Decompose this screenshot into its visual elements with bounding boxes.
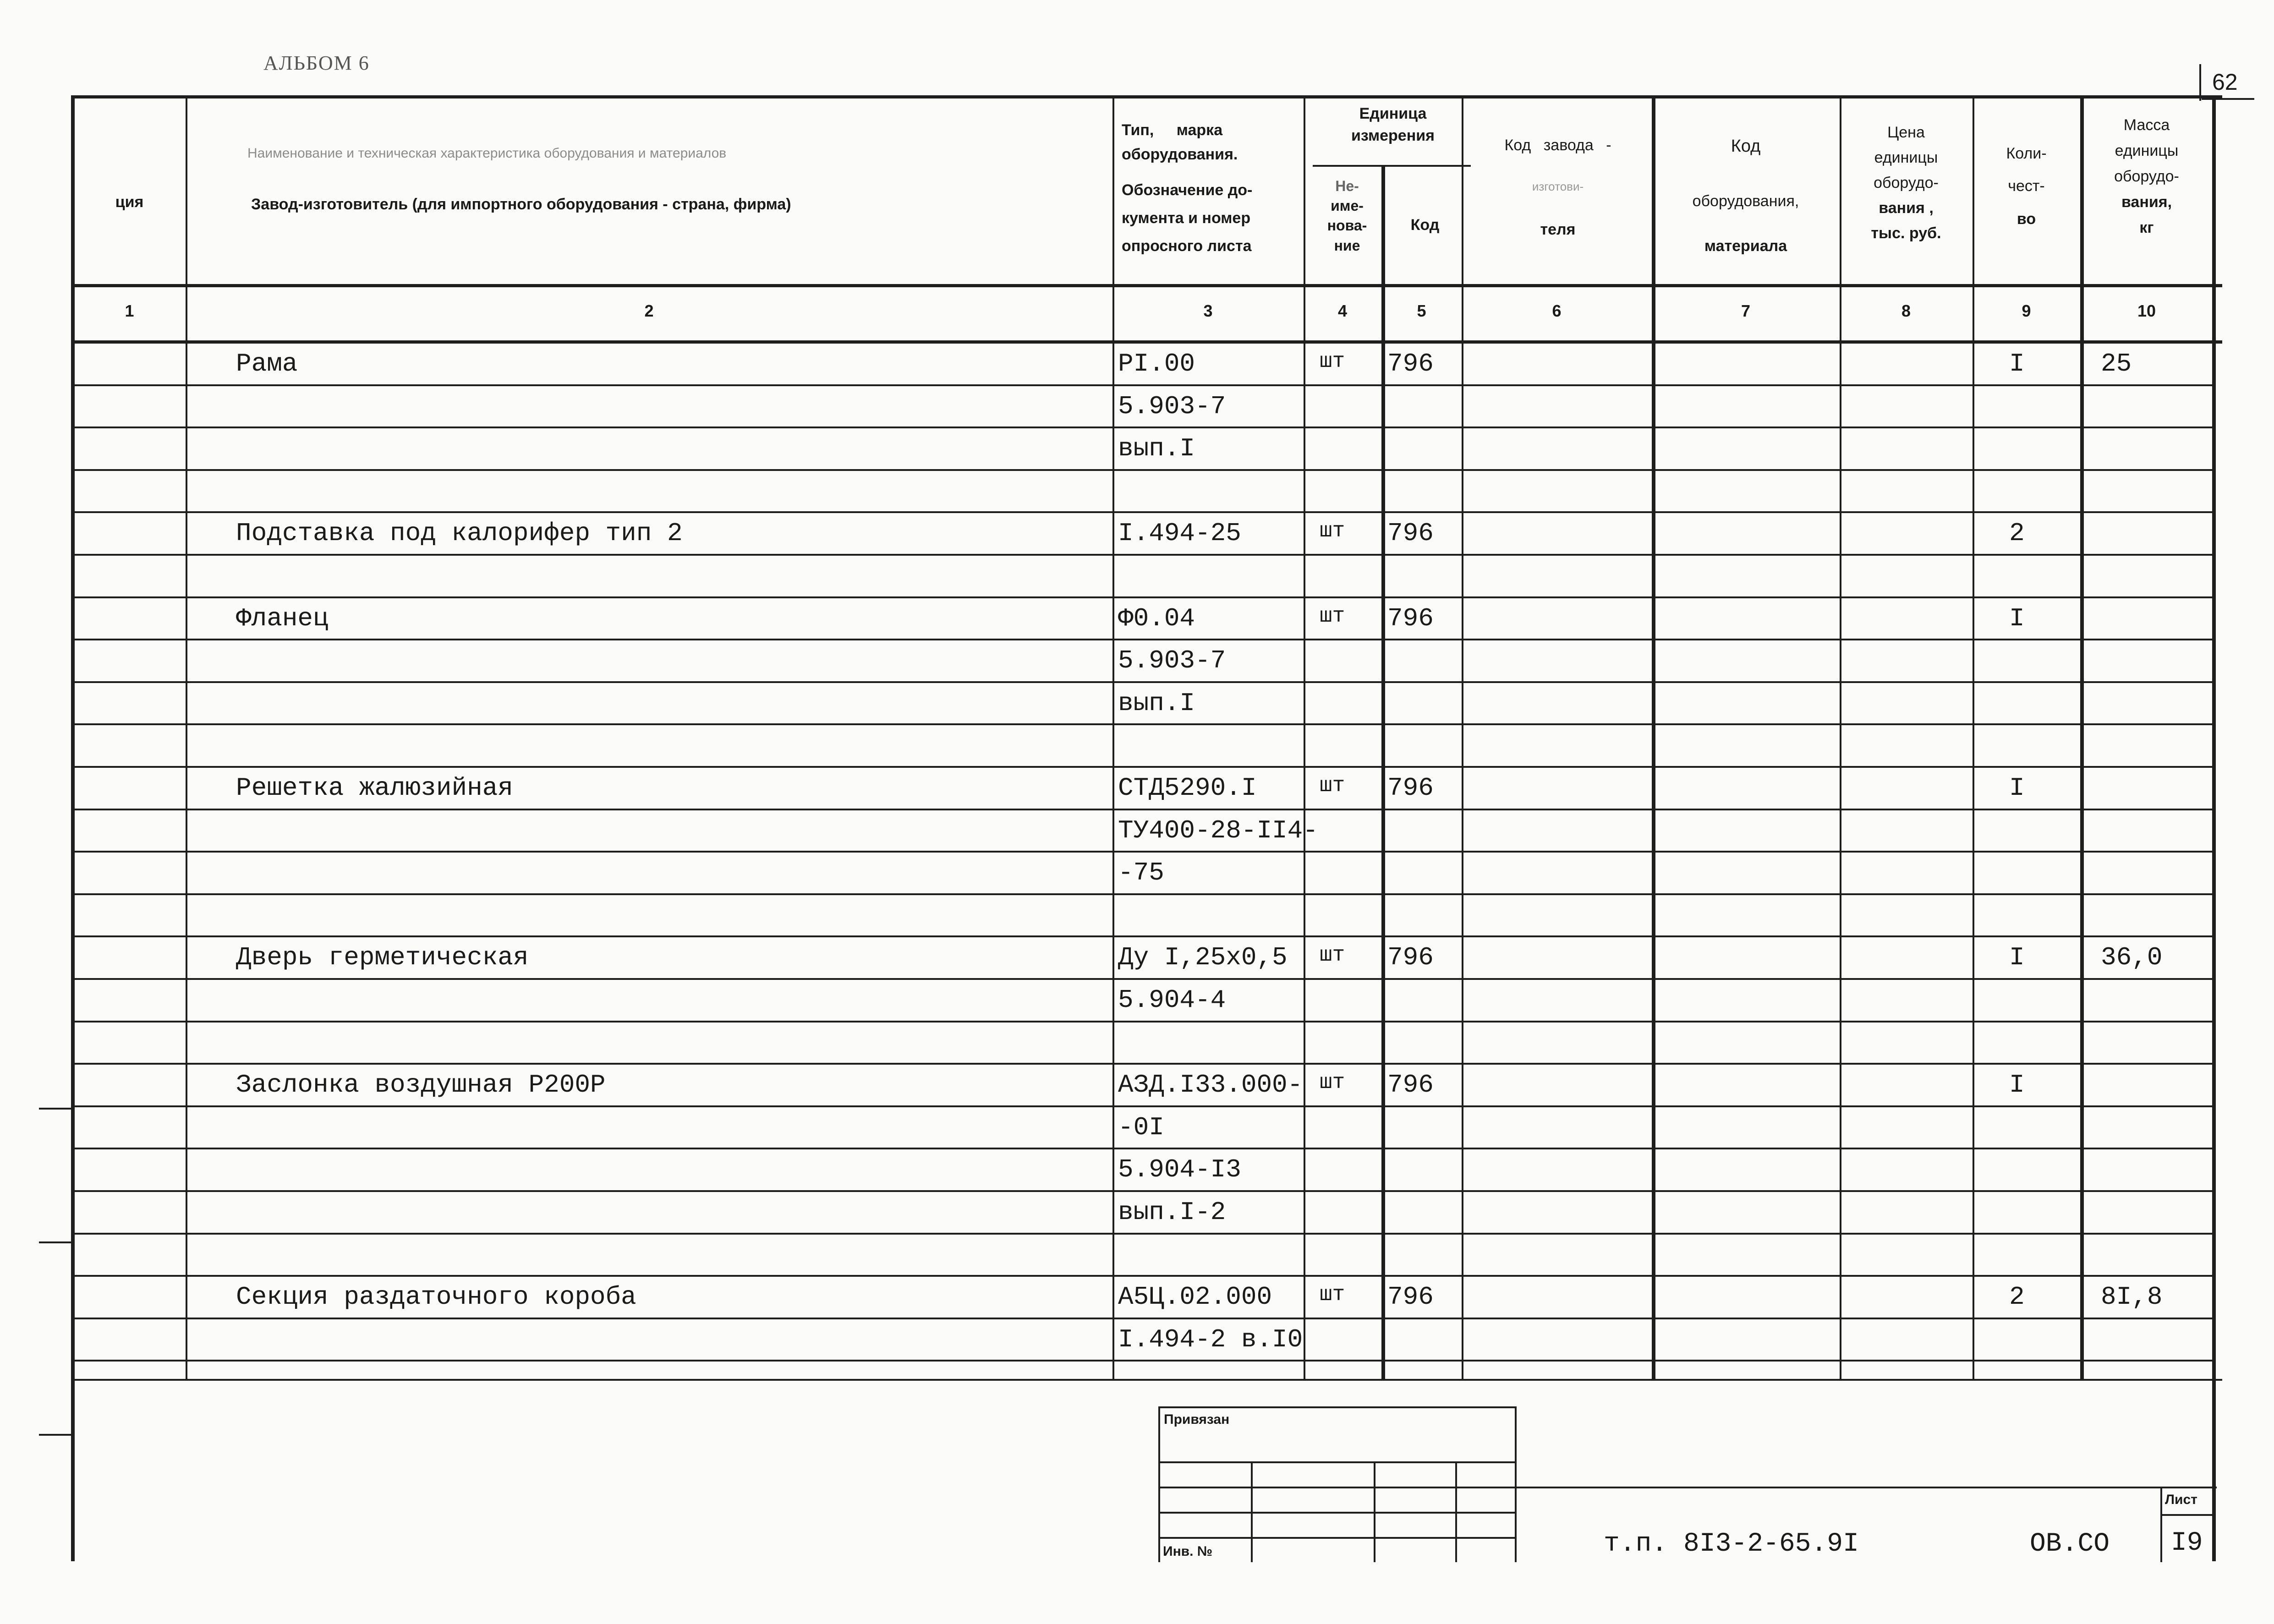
stamp-line [1158,1537,1516,1539]
header-bottom-border [73,284,2222,287]
row-divider [73,809,2213,810]
column-divider [186,95,187,1379]
stamp-line [1158,1512,1516,1514]
column-number: 10 [2137,301,2156,320]
header-col8 [1840,120,1973,246]
item-code: 796 [1387,349,1434,378]
item-type: вып.I [1118,434,1195,464]
item-name: Дверь герметическая [236,943,529,973]
header-col8-line: Цена [1887,124,1925,141]
header-col7 [1654,137,1837,254]
item-unit: шт [1320,1283,1345,1307]
page-number: 62 [2212,69,2238,95]
header-col4-line: ние [1334,237,1360,254]
header-col8-line: тыс. руб. [1871,224,1941,242]
item-type: ТУ400-28-II4- [1118,815,1318,845]
item-type: 5.903-7 [1118,391,1226,421]
column-number: 5 [1417,301,1426,320]
item-quantity: I [2009,773,2025,803]
item-name: Подставка под калорифер тип 2 [236,519,683,548]
item-type: PI.00 [1118,349,1195,378]
row-divider [73,681,2213,683]
header-col9-line: чест- [2008,177,2045,195]
column-number: 4 [1337,301,1348,320]
row-divider [73,1063,2213,1065]
row-divider [73,978,2213,980]
item-type: -0I [1118,1112,1164,1142]
item-name: Рама [236,349,298,378]
item-code: 796 [1387,1070,1434,1100]
section-code: ОВ.СО [2030,1529,2110,1559]
margin-tick [39,1108,71,1110]
header-col6-line: изготови- [1532,180,1584,193]
row-divider [73,1275,2213,1277]
row-divider [73,511,2213,513]
column-number: 3 [1203,301,1213,320]
row-divider [73,893,2213,895]
item-mass: 8I,8 [2101,1282,2163,1312]
header-col6-line: теля [1540,221,1576,238]
item-quantity: 2 [2009,1282,2025,1312]
item-unit: шт [1320,943,1345,968]
column-number: 9 [2022,301,2031,320]
stamp-vline [1158,1406,1160,1562]
row-divider [73,1233,2213,1235]
header-col8-line: вания , [1879,199,1934,217]
header-col3-line: оборудования. [1122,145,1238,163]
row-divider [73,639,2213,640]
item-type: 5.904-4 [1118,985,1226,1015]
stamp-vline [2160,1487,2162,1562]
row-divider [73,427,2213,428]
doc-code: т.п. 8I3-2-65.9I [1604,1529,1859,1559]
header-unit-line: Единица [1359,105,1427,122]
item-unit: шт [1320,350,1345,373]
header-col6 [1466,137,1649,237]
row-divider [73,723,2213,725]
row-divider [73,1021,2213,1023]
stamp-top [1158,1406,1516,1408]
item-code: 796 [1387,773,1434,803]
item-quantity: I [2009,1070,2025,1100]
item-quantity: I [2009,943,2025,973]
header-col3-line: Обозначение до- [1122,181,1253,199]
row-divider [73,1105,2213,1107]
item-mass: 36,0 [2101,943,2163,973]
header-col7-line: Код [1731,137,1761,156]
header-col9-line: Коли- [2006,145,2047,162]
header-col9 [1973,137,2080,235]
row-divider [73,1190,2213,1192]
header-col9-line: во [2016,210,2036,228]
inv-label: Инв. № [1163,1544,1213,1559]
header-col10-line: кг [2139,219,2154,237]
item-type: А5Ц.02.000 [1118,1282,1272,1312]
column-number: 6 [1552,301,1562,320]
row-divider [73,1360,2213,1362]
header-col3-line: опросного листа [1122,237,1252,255]
item-type: АЗД.I33.000- [1118,1070,1303,1100]
row-divider [73,935,2213,937]
item-unit: шт [1320,1071,1345,1095]
column-number: 2 [644,301,654,320]
item-type: 5.903-7 [1118,646,1226,676]
attached-label: Привязан [1164,1412,1230,1427]
header-col4-line: нова- [1327,217,1367,234]
column-divider [1304,95,1305,1379]
header-col3-line: Тип, марка [1122,121,1223,139]
item-type: I.494-25 [1118,519,1241,548]
header-col10 [2080,112,2213,241]
header-col10-line: единицы [2115,142,2179,160]
header-col3-line: кумента и номер [1122,209,1251,227]
stamp-line [1158,1487,2217,1488]
header-unit-group [1315,103,1471,147]
header-col10-line: оборудо- [2114,168,2179,186]
margin-tick [39,1241,71,1243]
item-type: Ду I,25х0,5 [1118,943,1288,973]
sheet-label: Лист [2165,1492,2197,1507]
stamp-vline [1251,1461,1253,1562]
item-unit: шт [1320,604,1345,628]
item-type: I.494-2 в.I0 [1118,1324,1303,1354]
header-col4 [1308,176,1386,256]
header-col10-line: вания, [2121,193,2172,211]
item-unit: шт [1320,519,1345,543]
item-code: 796 [1387,603,1434,633]
item-quantity: I [2009,603,2025,633]
stamp-vline [1374,1461,1375,1562]
item-name: Секция раздаточного короба [236,1282,636,1312]
column-divider [1973,95,1974,1379]
header-unit-line: измерения [1351,126,1435,144]
column-number: 1 [125,301,134,320]
item-quantity: 2 [2009,519,2025,548]
header-col5: Код [1410,216,1440,234]
stamp-line [1158,1461,1516,1463]
item-unit: шт [1320,774,1345,798]
sheet-number: I9 [2171,1528,2203,1558]
header-col6-line: Код завода - [1504,137,1611,154]
item-code: 796 [1387,519,1434,548]
header-col10-line: Масса [2123,116,2170,134]
header-col4-line: име- [1331,197,1364,214]
row-divider [73,766,2213,768]
row-divider [73,384,2213,386]
album-title: АЛЬБОМ 6 [263,52,370,74]
item-name: Решетка жалюзийная [236,773,513,803]
column-number: 7 [1741,301,1751,320]
column-divider [1652,95,1655,1379]
column-number: 8 [1901,301,1911,320]
row-divider [73,469,2213,471]
item-code: 796 [1387,943,1434,973]
column-divider [1840,95,1841,1379]
header-col7-line: оборудования, [1692,192,1799,210]
item-quantity: I [2009,349,2025,378]
column-divider [1462,95,1463,1379]
item-type: -75 [1118,858,1164,888]
header-col2-line1: Наименование и техническая характеристика оборудования и материалов [247,146,727,161]
item-type: СТД5290.I [1118,773,1257,803]
header-col8-line: оборудо- [1874,174,1939,192]
item-type: 5.904-I3 [1118,1155,1241,1185]
stamp-line [2160,1514,2215,1516]
column-divider [1112,95,1114,1379]
item-mass: 25 [2101,349,2132,378]
column-divider [2080,95,2084,1379]
header-col8-line: единицы [1874,149,1938,167]
row-divider [73,1318,2213,1319]
unit-group-divider [1313,165,1471,167]
header-col1: ция [115,193,144,211]
row-divider [73,554,2213,556]
item-type: вып.I [1118,688,1195,718]
margin-tick [39,1434,71,1436]
colnum-bottom-border [73,340,2222,344]
item-type: вып.I-2 [1118,1197,1226,1227]
row-divider [73,851,2213,853]
table-top-border [73,95,2222,98]
item-name: Заслонка воздушная P200P [236,1070,606,1100]
row-divider [73,1148,2213,1149]
item-code: 796 [1387,1282,1434,1312]
column-divider [1381,165,1385,1379]
table-bottom-border [73,1379,2222,1381]
stamp-vline [1455,1461,1457,1562]
header-col4-line: Не- [1335,178,1359,194]
header-col2-line2: Завод-изготовитель (для импортного оборудования - страна, фирма) [251,196,791,213]
header-col7-line: материала [1704,237,1787,255]
item-name: Фланец [236,603,329,633]
item-type: Ф0.04 [1118,603,1195,633]
row-divider [73,596,2213,598]
stamp-vline [1515,1406,1517,1562]
header-col3 [1122,118,1314,258]
